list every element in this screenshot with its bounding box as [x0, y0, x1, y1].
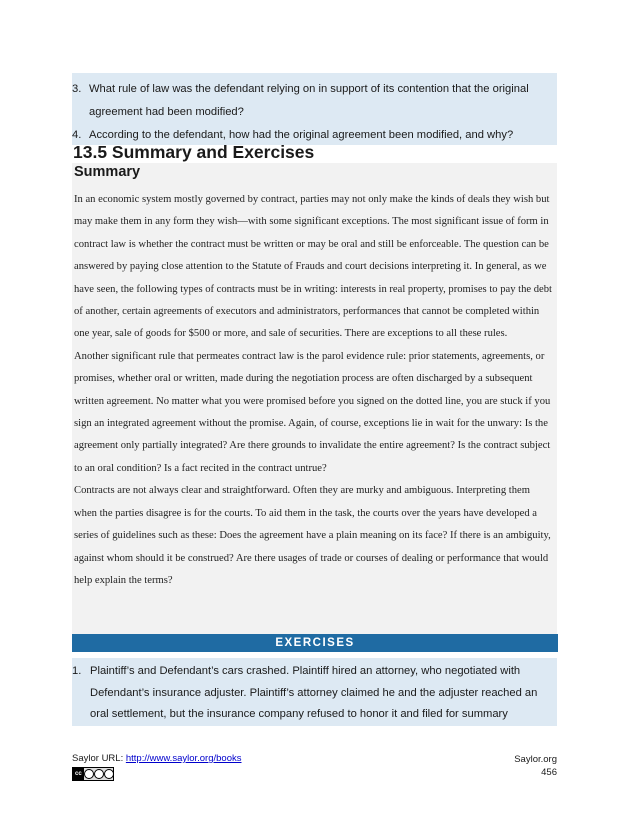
question-number: 4. — [72, 129, 82, 141]
exercise-number: 1. — [72, 665, 82, 677]
list-item — [72, 661, 548, 726]
sa-icon — [104, 769, 114, 779]
section-title: 13.5 Summary and Exercises — [73, 142, 315, 162]
footer-site: Saylor.org — [514, 754, 557, 765]
exercise-list — [72, 661, 548, 726]
cc-logo-icon: cc — [73, 768, 84, 780]
footer-url-label: Saylor URL: — [72, 753, 126, 764]
nc-icon — [94, 769, 104, 779]
cc-attribution-icons — [84, 769, 114, 779]
list-item — [72, 78, 552, 124]
footer-page-info — [514, 753, 557, 779]
question-number: 3. — [72, 83, 82, 95]
question-text: What rule of law was the defendant relying on in support of its contention that the original agreement had been modified? — [89, 83, 529, 118]
summary-heading: Summary — [74, 164, 141, 180]
page-number: 456 — [541, 767, 557, 778]
summary-paragraph: Another significant rule that permeates contract law is the parol evidence rule: prior statements, agreements, or promises, whether oral or written, made during the negotiation process are often discharged by a subsequent written agreement. No matter what you were promised before you signed on the dotted line, you are stuck if you sign an integrated agreement without the promise. Again, of course, exceptions lie in wait for the unwary: Is the agreement only partially integrated? Are there grounds to invalidate the entire agreement? Is the contract subject to an oral condition? Is a fact recited in the contract untrue? — [74, 350, 551, 474]
by-icon — [84, 769, 94, 779]
summary-body — [74, 189, 555, 592]
footer-url-link[interactable]: http://www.saylor.org/books — [125, 753, 242, 764]
exercises-banner: EXERCISES — [72, 634, 558, 652]
summary-paragraph: In an economic system mostly governed by contract, parties may not only make the kinds of deals they wish but may make them in any form they wish—with some significant exceptions. The most significant issue of form in contract law is whether the contract must be written or may be oral and still be enforceable. The question can be answered by paying close attention to the Statute of Frauds and court decisions interpreting it. In general, as we have seen, the following types of contracts must be in writing: interests in real property, promises to pay the debt of another, certain agreements of executors and administrators, performances that cannot be completed within one year, sale of goods for $500 or more, and sale of securities. There are exceptions to all these rules. — [74, 194, 552, 340]
exercise-text: Plaintiff’s and Defendant’s cars crashed. Plaintiff hired an attorney, who negotiated with Defendant’s insurance adjuster. Plaintiff’s attorney claimed he and the adjuster reached an oral settlement, but the insurance company refused to honor it and filed for summary — [90, 665, 538, 720]
footer-source — [72, 753, 242, 764]
summary-paragraph: Contracts are not always clear and straightforward. Often they are murky and ambiguous. Interpreting them when the parties disagree is for the courts. To aid them in the task, the courts over the years have developed a series of guidelines such as these: Does the agreement have a plain meaning on its face? If there is an ambiguity, against whom should it be construed? Are there usages of trade or courses of dealing or performance that would help explain the terms? — [74, 485, 551, 586]
question-list — [72, 78, 552, 147]
cc-license-icon — [72, 767, 114, 781]
question-text: According to the defendant, how had the original agreement been modified, and why? — [89, 129, 514, 141]
